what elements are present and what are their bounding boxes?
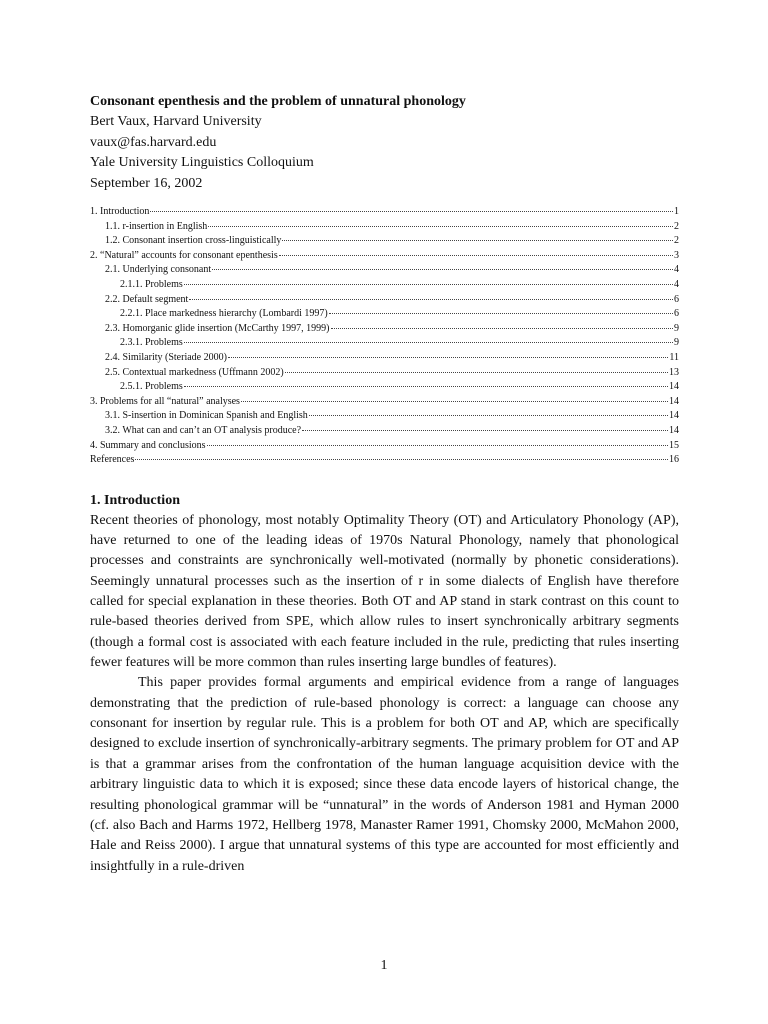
- toc-entry-page: 14: [669, 410, 679, 422]
- toc-entry-page: 1: [674, 206, 679, 217]
- toc-leader-dots: [285, 371, 668, 373]
- toc-entry[interactable]: [90, 424, 679, 439]
- toc-entry-label: 1.2. Consonant insertion cross-linguistically: [105, 235, 282, 247]
- toc-entry-label: 2.3. Homorganic glide insertion (McCarthy 1997, 1999): [105, 322, 330, 334]
- paper-title: Consonant epenthesis and the problem of unnatural phonology: [90, 94, 466, 109]
- author-line: Bert Vaux, Harvard University: [90, 114, 262, 129]
- toc-entry[interactable]: [90, 307, 679, 322]
- toc-entry-label: 2.2.1. Place markedness hierarchy (Lombardi 1997): [120, 308, 328, 320]
- toc-entry-page: 2: [674, 220, 679, 232]
- toc-entry-page: 4: [674, 278, 679, 290]
- toc-leader-dots: [241, 400, 668, 402]
- toc-entry-label: 2.4. Similarity (Steriade 2000): [105, 351, 227, 363]
- toc-entry-label: 2.2. Default segment: [105, 293, 189, 305]
- toc-entry-label: 2.1. Underlying consonant: [105, 264, 212, 276]
- venue-line: Yale University Linguistics Colloquium: [90, 155, 314, 170]
- body-paragraph: This paper provides formal arguments and empirical evidence from a range of languages demonstrating that the prediction of rule-based phonology is correct: a language can choose any consonant for insertion by regular rule. This is a problem for both OT and AP, which are specifically designed to exclude insertion of synchronically-arbitrary segments. The primary problem for OT and AP is that a grammar arises from the confrontation of the human language acquisition device with the arbitrary linguistic data to which it is exposed; since these data encode layers of historical change, the resulting phonological grammar will be “unnatural” in the words of Anderson 1981 and Hyman 2000 (cf. also Bach and Harms 1972, Hellberg 1978, Manaster Ramer 1991, Chomsky 2000, McMahon 2000, Hale and Reiss 2000). I argue that unnatural systems of this type are accounted for most efficiently and insightfully in a rule-driven: [90, 675, 679, 874]
- toc-entry[interactable]: [90, 234, 679, 249]
- toc-entry-page: 9: [674, 337, 679, 349]
- toc-entry-page: 6: [674, 293, 679, 305]
- toc-leader-dots: [135, 458, 668, 460]
- table-of-contents: [90, 205, 679, 468]
- toc-entry[interactable]: [90, 205, 679, 220]
- toc-entry-label: 1. Introduction: [90, 206, 150, 217]
- toc-leader-dots: [189, 298, 673, 300]
- toc-entry-page: 2: [674, 235, 679, 247]
- toc-leader-dots: [184, 283, 673, 285]
- toc-entry-page: 15: [669, 439, 679, 451]
- toc-leader-dots: [282, 239, 673, 241]
- toc-entry[interactable]: [90, 220, 679, 235]
- toc-leader-dots: [207, 444, 668, 446]
- toc-entry-label: 3. Problems for all “natural” analyses: [90, 395, 240, 407]
- toc-entry-page: 4: [674, 264, 679, 276]
- toc-entry-label: References: [90, 454, 135, 466]
- body-paragraph: Recent theories of phonology, most notably Optimality Theory (OT) and Articulatory Phonology (AP), have returned to one of the leading ideas of 1970s Natural Phonology, namely that phonological processes and constraints are synchronically well-motivated (normally by phonetic considerations). Seemingly unnatural processes such as the insertion of r in some dialects of English have therefore called for special explanation in these theories. Both OT and AP stand in stark contrast on this count to rule-based theories derived from SPE, which allow rules to insert synchronically arbitrary segments (though a formal cost is associated with each feature included in the rule, predicting that rules inserting fewer features will be more common than rules inserting large bundles of features).: [90, 512, 679, 671]
- toc-entry-label: 2.3.1. Problems: [120, 337, 183, 349]
- toc-entry-page: 3: [674, 249, 679, 261]
- toc-entry-label: 2.1.1. Problems: [120, 278, 183, 290]
- toc-leader-dots: [331, 327, 673, 329]
- toc-leader-dots: [184, 385, 668, 387]
- toc-leader-dots: [184, 341, 673, 343]
- toc-entry[interactable]: [90, 409, 679, 424]
- toc-leader-dots: [212, 268, 673, 270]
- toc-entry[interactable]: [90, 336, 679, 351]
- toc-entry-label: 2.5.1. Problems: [120, 381, 183, 393]
- toc-entry[interactable]: [90, 322, 679, 337]
- toc-entry-label: 3.2. What can and can’t an OT analysis produce?: [105, 424, 302, 436]
- toc-entry-page: 16: [669, 454, 679, 466]
- toc-entry-page: 14: [669, 395, 679, 407]
- toc-entry-page: 14: [669, 424, 679, 436]
- toc-entry[interactable]: [90, 439, 679, 454]
- toc-entry[interactable]: [90, 453, 679, 468]
- toc-entry[interactable]: [90, 278, 679, 293]
- toc-entry-label: 2. “Natural” accounts for consonant epenthesis: [90, 249, 278, 261]
- toc-entry-page: 6: [674, 308, 679, 320]
- toc-entry-label: 4. Summary and conclusions: [90, 439, 206, 451]
- toc-entry[interactable]: [90, 395, 679, 410]
- toc-leader-dots: [228, 356, 668, 358]
- toc-leader-dots: [329, 312, 673, 314]
- toc-leader-dots: [309, 414, 668, 416]
- toc-leader-dots: [279, 254, 673, 256]
- toc-entry-page: 11: [669, 351, 679, 363]
- toc-entry[interactable]: [90, 351, 679, 366]
- author-email[interactable]: vaux@fas.harvard.edu: [90, 134, 217, 150]
- page-content: [90, 92, 679, 877]
- toc-leader-dots: [302, 429, 668, 431]
- toc-entry-label: 2.5. Contextual markedness (Uffmann 2002): [105, 366, 284, 378]
- section-heading: 1. Introduction: [90, 492, 180, 508]
- toc-entry-label: 3.1. S-insertion in Dominican Spanish and English: [105, 410, 308, 422]
- page-number: 1: [380, 958, 388, 973]
- date-line: September 16, 2002: [90, 175, 203, 191]
- toc-entry[interactable]: [90, 380, 679, 395]
- toc-entry-page: 14: [669, 381, 679, 393]
- toc-leader-dots: [208, 225, 673, 227]
- toc-entry-label: 1.1. r-insertion in English: [105, 220, 208, 232]
- toc-leader-dots: [150, 210, 673, 212]
- toc-entry[interactable]: [90, 249, 679, 264]
- toc-entry[interactable]: [90, 293, 679, 308]
- toc-entry-page: 9: [674, 322, 679, 334]
- toc-entry[interactable]: [90, 263, 679, 278]
- toc-entry[interactable]: [90, 366, 679, 381]
- toc-entry-page: 13: [669, 366, 679, 378]
